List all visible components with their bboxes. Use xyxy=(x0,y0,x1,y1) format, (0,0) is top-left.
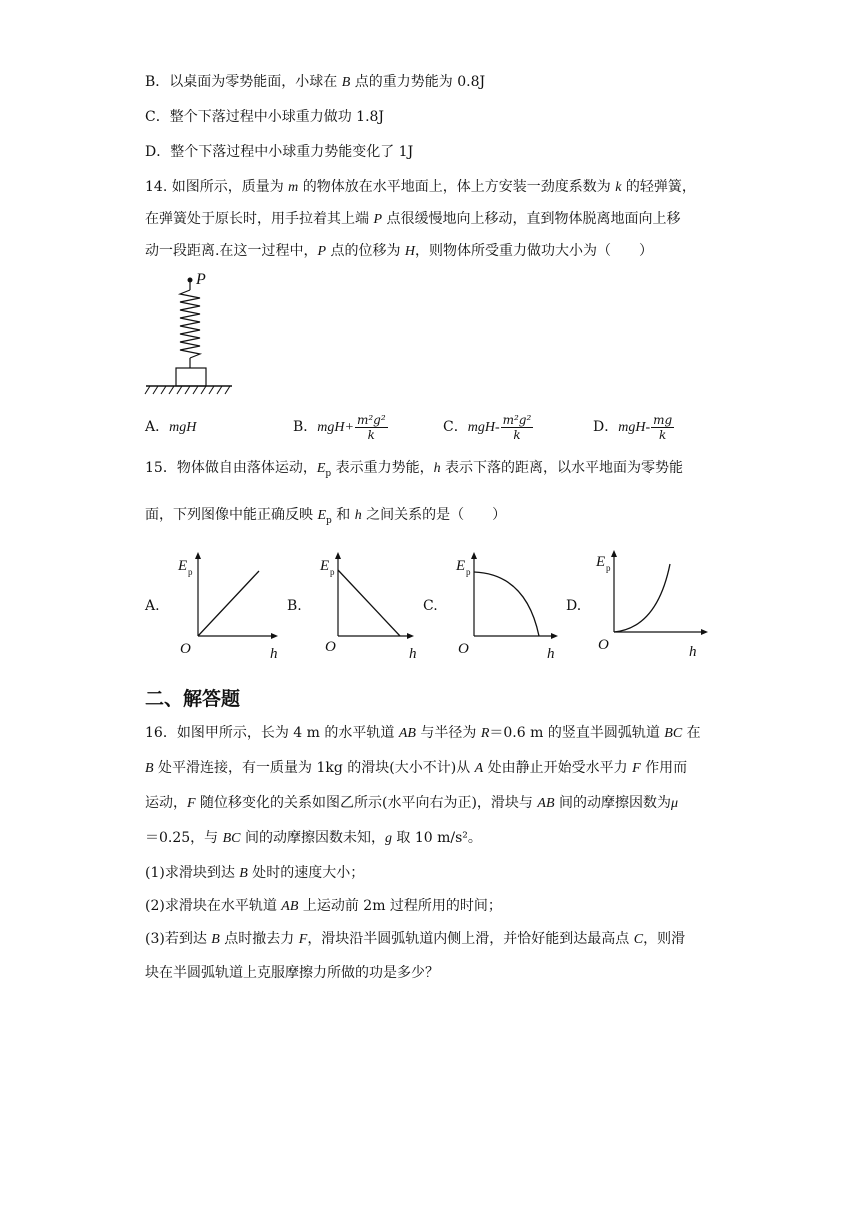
text: F xyxy=(298,932,308,947)
x-axis-label: h xyxy=(409,646,417,660)
text: m xyxy=(288,180,299,195)
text: P xyxy=(373,212,383,227)
text: h xyxy=(433,461,441,476)
text: ＝0.6 m 的竖直半圆弧轨道 xyxy=(489,725,665,741)
ep-curve xyxy=(338,570,400,636)
y-axis-subscript: p xyxy=(330,567,335,577)
section-heading: 二、解答题 xyxy=(145,688,241,710)
text: B．以桌面为零势能面，小球在 xyxy=(145,74,342,90)
text: 14. 如图所示，质量为 xyxy=(145,179,289,195)
ground-hatching xyxy=(145,386,230,394)
text: 间的动摩擦因数为 xyxy=(554,795,671,811)
arrow-icon xyxy=(701,629,708,635)
arrow-icon xyxy=(551,633,558,639)
q15-option-a-label: A. xyxy=(145,598,160,614)
text: 的轻弹簧， xyxy=(621,179,696,195)
text: p xyxy=(326,515,332,526)
point-p-label: P xyxy=(196,271,206,288)
q16-stem-line-1 xyxy=(145,723,701,744)
text: A xyxy=(474,761,484,776)
text: 点的重力势能为 0.8J xyxy=(350,74,486,90)
text: H xyxy=(404,244,416,259)
q14-option-a xyxy=(145,417,196,438)
q15-stem-line-2 xyxy=(145,505,506,531)
text: 处平滑连接，有一质量为 1kg 的滑块(大小不计)从 xyxy=(153,760,475,776)
text: mgH- xyxy=(467,420,500,435)
origin-label: O xyxy=(180,641,191,657)
text: D． xyxy=(593,419,619,435)
text: 动一段距离.在这一过程中， xyxy=(145,243,318,259)
q13-option-d: D．整个下落过程中小球重力势能变化了 1J xyxy=(145,144,414,160)
text: B xyxy=(341,75,351,90)
y-axis-subscript: p xyxy=(606,563,611,573)
text: 面，下列图像中能正确反映 xyxy=(145,507,318,523)
q15-option-d-label: D. xyxy=(566,598,582,614)
text: m²g² xyxy=(356,412,386,427)
text: 在 xyxy=(682,725,701,741)
y-axis-subscript: p xyxy=(466,567,471,577)
text: C xyxy=(633,932,644,947)
text: 随位移变化的关系如图乙所示(水平向右为正)，滑块与 xyxy=(195,795,538,811)
y-axis-subscript: p xyxy=(188,567,193,577)
arrow-icon xyxy=(611,550,617,557)
text: 表示重力势能， xyxy=(331,460,434,476)
text: ，则滑 xyxy=(643,931,686,947)
x-axis-label: h xyxy=(547,646,555,660)
text: B xyxy=(211,932,220,947)
text: k xyxy=(615,180,622,195)
q14-option-b xyxy=(293,410,389,445)
text: 15．物体做自由落体运动， xyxy=(145,460,317,476)
text: ＝0.25，与 xyxy=(145,830,223,846)
text: mgH xyxy=(169,420,197,435)
text: k xyxy=(367,427,375,442)
text: ，则物体所受重力做功大小为（ ） xyxy=(415,243,654,259)
y-axis-label: E xyxy=(178,558,188,574)
text: AB xyxy=(398,726,416,741)
x-axis-label: h xyxy=(689,644,697,660)
text: k xyxy=(513,427,521,442)
text: 间的动摩擦因数未知， xyxy=(240,830,385,846)
text: k xyxy=(659,427,667,442)
arrow-icon xyxy=(271,633,278,639)
text: A． xyxy=(145,419,170,435)
graph-c xyxy=(448,548,563,660)
origin-label: O xyxy=(458,641,469,657)
arrow-icon xyxy=(471,552,477,559)
text: 处时的速度大小； xyxy=(247,865,365,881)
y-axis-label: E xyxy=(456,558,466,574)
text: B． xyxy=(293,419,318,435)
text: (2)求滑块在水平轨道 xyxy=(145,898,282,914)
origin-label: O xyxy=(598,637,609,653)
text: 16．如图甲所示，长为 4 m 的水平轨道 xyxy=(145,725,399,741)
q14-stem-line-1 xyxy=(145,177,696,198)
fraction xyxy=(355,413,388,442)
q13-option-c: C．整个下落过程中小球重力做功 1.8J xyxy=(145,109,385,125)
text: E xyxy=(317,508,327,523)
q15-option-c-label: C. xyxy=(423,598,438,614)
text: 与半径为 xyxy=(415,725,481,741)
graph-d xyxy=(592,548,712,660)
origin-label: O xyxy=(325,639,336,655)
text: BC xyxy=(664,726,683,741)
text: C． xyxy=(443,419,468,435)
y-axis-label: E xyxy=(596,554,606,570)
text: 作用而 xyxy=(640,760,688,776)
arrow-icon xyxy=(407,633,414,639)
q16-part-2 xyxy=(145,896,502,917)
q14-option-c xyxy=(443,410,534,445)
text: 和 xyxy=(331,507,355,523)
q15-option-b-label: B. xyxy=(287,598,302,614)
q16-stem-line-3 xyxy=(145,793,678,814)
text: 的物体放在水平地面上，体上方安装一劲度系数为 xyxy=(298,179,616,195)
text: 运动， xyxy=(145,795,187,811)
arrow-icon xyxy=(335,552,341,559)
text: AB xyxy=(281,899,299,914)
text: ，滑块沿半圆弧轨道内侧上滑，并恰好能到达最高点 xyxy=(307,931,634,947)
q15-stem-line-1 xyxy=(145,458,683,484)
text: 处由静止开始受水平力 xyxy=(483,760,633,776)
text: 上运动前 2m 过程所用的时间； xyxy=(298,898,502,914)
text: BC xyxy=(222,831,241,846)
ep-curve xyxy=(474,572,539,636)
text: 表示下落的距离，以水平地面为零势能 xyxy=(440,460,684,476)
arrow-icon xyxy=(195,552,201,559)
ep-curve xyxy=(614,564,670,632)
q16-part-3-line-2: 块在半圆弧轨道上克服摩擦力所做的功是多少？ xyxy=(145,965,439,981)
y-axis-label: E xyxy=(320,558,330,574)
graph-b xyxy=(310,548,420,660)
q16-stem-line-4 xyxy=(145,828,482,849)
q13-option-b xyxy=(145,72,485,93)
text: 点时撤去力 xyxy=(219,931,299,947)
text: 在弹簧处于原长时，用手拉着其上端 xyxy=(145,211,374,227)
fraction xyxy=(501,413,534,442)
text: 点的位移为 xyxy=(326,243,405,259)
text: h xyxy=(354,508,362,523)
text: B xyxy=(239,866,248,881)
ep-curve xyxy=(198,571,259,636)
text: F xyxy=(187,796,196,811)
text: AB xyxy=(537,796,555,811)
text: P xyxy=(317,244,327,259)
q14-option-d xyxy=(593,410,675,445)
text: g xyxy=(384,831,392,846)
spring-figure xyxy=(140,270,240,400)
text: mg xyxy=(653,412,673,427)
q16-part-3-line-1 xyxy=(145,929,685,950)
q14-stem-line-3 xyxy=(145,241,653,262)
text: B xyxy=(145,761,154,776)
spring-coil xyxy=(180,290,200,358)
fraction xyxy=(651,413,674,442)
text: mgH- xyxy=(618,420,651,435)
q14-stem-line-2 xyxy=(145,209,680,230)
block-mass xyxy=(176,368,206,386)
text: E xyxy=(316,461,326,476)
text: F xyxy=(632,761,641,776)
text: mgH+ xyxy=(317,420,354,435)
text: (3)若到达 xyxy=(145,931,212,947)
text: m²g² xyxy=(502,412,532,427)
q16-stem-line-2 xyxy=(145,758,687,779)
text: 之间关系的是（ ） xyxy=(361,507,507,523)
q16-part-1 xyxy=(145,863,364,884)
text: p xyxy=(325,468,332,479)
text: R xyxy=(480,726,490,741)
text: μ xyxy=(670,796,678,811)
text: 点很缓慢地向上移动，直到物体脱离地面向上移 xyxy=(382,211,681,227)
text: (1)求滑块到达 xyxy=(145,865,240,881)
graph-a xyxy=(172,548,282,660)
text: 取 10 m/s²。 xyxy=(391,830,482,846)
x-axis-label: h xyxy=(270,646,278,660)
